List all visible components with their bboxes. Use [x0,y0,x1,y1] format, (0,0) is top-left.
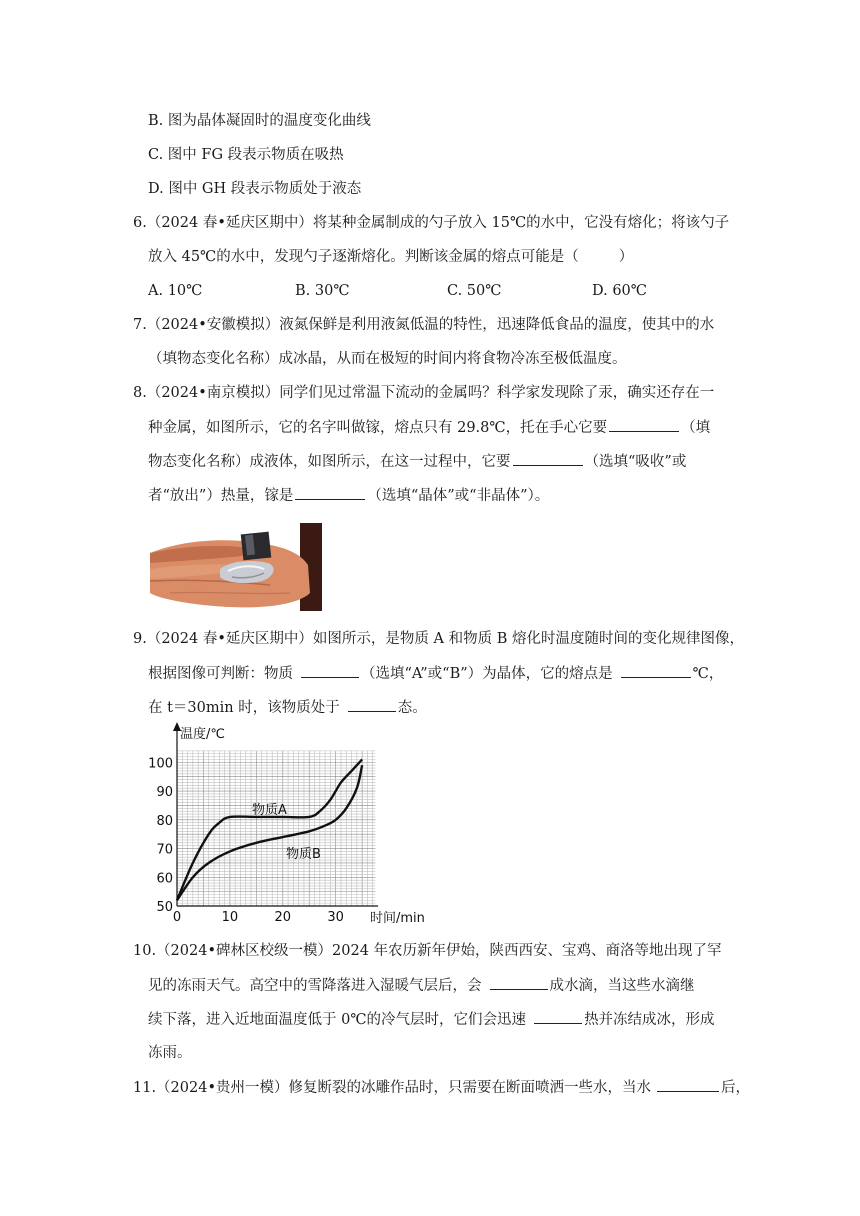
q11-line1a: 11.（2024•贵州一模）修复断裂的冰雕作品时，只需要在断面喷洒一些水，当水 [133,1080,652,1096]
q9-line2b: （选填“A”或“B”）为晶体，它的熔点是 [361,666,613,682]
q11-line1b: 后， [721,1080,751,1096]
q10-line3 [148,1009,715,1030]
q6-line1: 6.（2024 春•延庆区期中）将某种金属制成的勺子放入 15℃的水中，它没有熔化；将该勺子 [133,215,730,231]
q8-line4a: 者“放出”）热量，镓是 [148,488,294,504]
q10-line2b: 成水滴，当这些水滴继 [549,978,695,994]
option-b: B. 图为晶体凝固时的温度变化曲线 [148,113,371,129]
x-axis-label: 时间/min [370,911,425,926]
q10-blank-2[interactable] [534,1009,582,1024]
gallium-hand-image [150,523,322,611]
x-tick-label: 10 [221,910,239,925]
q10-line2 [148,975,695,996]
choice-a: A. 10℃ [148,283,203,299]
q8-blank-3[interactable] [295,485,365,500]
q10-line2a: 见的冻雨天气。高空中的雪降落进入湿暖气层后，会 [148,978,482,994]
y-axis-label: 温度/℃ [180,727,225,742]
option-d: D. 图中 GH 段表示物质处于液态 [148,181,362,197]
q9-blank-1[interactable] [301,663,359,678]
y-tick-label: 50 [156,900,173,915]
q8-line2b: （填 [681,420,711,436]
q9-line2c: ℃， [692,666,724,682]
q10-line1: 10.（2024•碑林区校级一模）2024 年农历新年伊始，陕西西安、宝鸡、商洛等地出现了罕 [133,943,722,959]
q11-blank-1[interactable] [657,1077,719,1092]
q6-line2-end: ） [618,249,634,265]
chart-grid [177,751,375,906]
q8-line4b: （选填“晶体”或“非晶体”）。 [367,488,550,504]
q10-line4: 冻雨。 [148,1045,192,1061]
y-tick-label: 80 [156,813,173,829]
q8-line3a: 物态变化名称）成液体，如图所示，在这一过程中，它要 [148,454,511,470]
y-tick-label: 90 [156,785,173,801]
q8-line2 [148,417,710,438]
q8-line4 [148,485,549,506]
q7-line1: 7.（2024•安徽模拟）液氮保鲜是利用液氮低温的特性，迅速降低食品的温度，使其中的水 [133,317,715,333]
q8-blank-1[interactable] [609,417,679,432]
q9-line2 [148,663,723,684]
y-tick-label: 100 [148,756,173,772]
q8-line3 [148,451,686,472]
q6-choices [148,281,647,301]
y-tick-label: 60 [156,871,173,887]
x-tick-label: 30 [327,910,344,925]
q9-blank-2[interactable] [621,663,691,678]
q9-line3a: 在 t＝30min 时，该物质处于 [148,700,340,716]
x-tick-label: 20 [274,910,292,925]
q6-line2 [148,247,633,267]
q6-line2-text: 放入 45℃的水中，发现勺子逐渐熔化。判断该金属的熔点可能是（ [148,249,579,265]
series-label-b: 物质B [286,847,321,862]
temperature-time-chart [140,718,440,928]
q8-line2a: 种金属，如图所示，它的名字叫做镓，熔点只有 29.8℃，托在手心它要 [148,420,608,436]
q11-line1 [133,1077,750,1098]
choice-b: B. 30℃ [295,283,350,299]
q7-line2: （填物态变化名称）成冰晶，从而在极短的时间内将食物冷冻至极低温度。 [148,351,627,367]
x-tick-label: 0 [172,910,182,925]
choice-c: C. 50℃ [447,283,502,299]
q9-line3b: 态。 [397,700,427,716]
option-c: C. 图中 FG 段表示物质在吸热 [148,147,344,163]
q10-line3a: 续下落，进入近地面温度低于 0℃的冷气层时，它们会迅速 [148,1012,527,1028]
q9-blank-3[interactable] [348,697,396,712]
choice-d: D. 60℃ [592,283,647,299]
q9-line3 [148,697,427,718]
series-label-a: 物质A [252,803,287,818]
y-tick-label: 70 [156,842,173,858]
q9-line2a: 根据图像可判断：物质 [148,666,293,682]
q10-line3b: 热并冻结成冰，形成 [584,1012,715,1028]
series-line-a [177,759,362,900]
q10-blank-1[interactable] [490,975,548,990]
q8-blank-2[interactable] [513,451,583,466]
q8-line3b: （选填“吸收”或 [584,454,687,470]
q8-line1: 8.（2024•南京模拟）同学们见过常温下流动的金属吗？科学家发现除了汞，确实还存在一 [133,385,715,401]
q9-line1: 9.（2024 春•延庆区期中）如图所示，是物质 A 和物质 B 熔化时温度随时间的变化规律图像， [133,631,744,647]
